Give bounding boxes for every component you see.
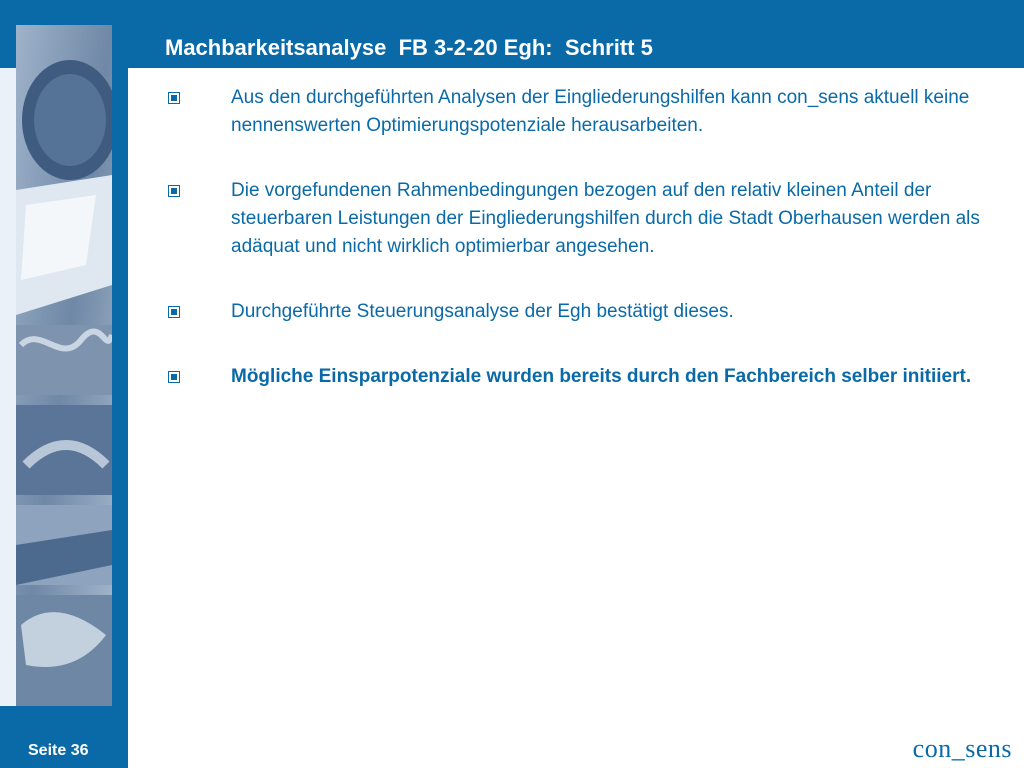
bullet-text: Die vorgefundenen Rahmenbedingungen bezogen auf den relativ kleinen Anteil der steuerbaren Leistungen der Eingliederungshilfen durch die Stadt Oberhausen werden als adäquat und nicht wirklich optimierbar angesehen.	[231, 180, 980, 257]
left-light-strip	[0, 68, 16, 706]
brand-logo: con_sens	[912, 734, 1012, 763]
bullet-text: Durchgeführte Steuerungsanalyse der Egh bestätigt dieses.	[231, 301, 734, 322]
bullet-text: Mögliche Einsparpotenziale wurden bereits durch den Fachbereich selber initiiert.	[231, 366, 972, 387]
decorative-photo	[16, 25, 112, 706]
bullet-list	[165, 84, 1005, 428]
square-bullet-icon	[168, 185, 180, 197]
slide-title: Machbarkeitsanalyse FB 3-2-20 Egh: Schritt 5 Einzelne Optimierungspotenziale	[165, 35, 653, 89]
list-item	[165, 177, 1005, 261]
square-bullet-icon	[168, 371, 180, 383]
square-bullet-icon	[168, 306, 180, 318]
list-item	[165, 298, 1005, 326]
page-number: Seite 36	[28, 742, 89, 759]
bullet-text: Aus den durchgeführten Analysen der Eingliederungshilfen kann con_sens aktuell keine nennenswerten Optimierungspotenziale herausarbeiten.	[231, 87, 970, 136]
list-item	[165, 84, 1005, 140]
photo-right-accent	[112, 68, 128, 768]
square-bullet-icon	[168, 92, 180, 104]
list-item	[165, 363, 1005, 391]
decorative-photo-graphic	[16, 25, 112, 706]
